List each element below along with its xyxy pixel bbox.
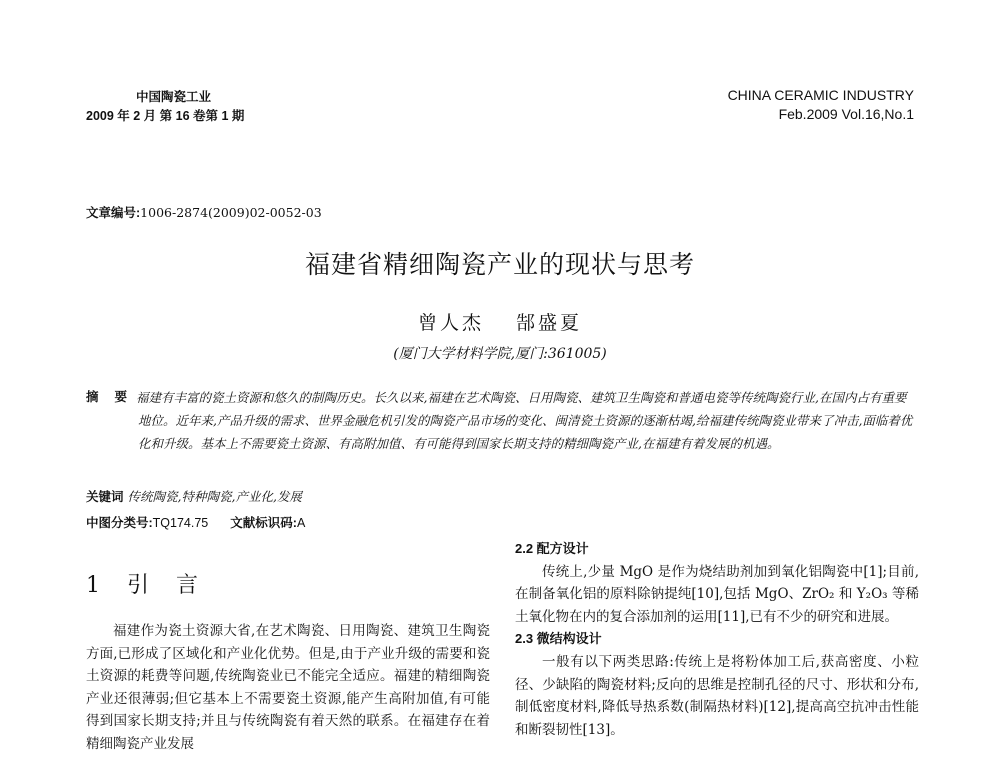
keywords bbox=[86, 487, 302, 505]
paper-title: 福建省精细陶瓷产业的现状与思考 bbox=[304, 251, 695, 279]
issue-info-en: Feb.2009 Vol.16,No.1 bbox=[778, 106, 914, 122]
keywords-value: 传统陶瓷,特种陶瓷,产业化,发展 bbox=[127, 489, 302, 504]
doc-code-value: A bbox=[296, 516, 306, 530]
journal-name-cn: 中国陶瓷工业 bbox=[136, 90, 212, 104]
classification bbox=[86, 513, 305, 531]
clc-label: 中图分类号: bbox=[86, 516, 153, 530]
formula-design-paragraph: 传统上,少量 MgO 是作为烧结助剂加到氧化铝陶瓷中[1];目前,在制备氧化铝的原料除钠提纯[10],包括 MgO、ZrO₂ 和 Y₂O₃ 等稀土氧化物在内的复合添加剂的运用[11],已有不少的研究和进展。 bbox=[515, 563, 919, 625]
left-column bbox=[86, 620, 490, 756]
right-column bbox=[515, 538, 919, 741]
keywords-label: 关键词 bbox=[86, 490, 124, 504]
abstract bbox=[86, 386, 916, 455]
affiliation: (厦门大学材料学院,厦门:361005) bbox=[393, 346, 607, 362]
doc-code-label: 文献标识码: bbox=[230, 516, 297, 530]
article-number bbox=[86, 203, 322, 221]
article-number-label: 文章编号: bbox=[86, 206, 141, 220]
author-name: 郜盛夏 bbox=[516, 312, 583, 334]
author-name: 曾人杰 bbox=[417, 312, 484, 334]
section-heading-formula-design: 2.2 配方设计 bbox=[515, 541, 589, 556]
section-heading-microstructure-design: 2.3 微结构设计 bbox=[515, 631, 602, 647]
abstract-text: 福建有丰富的瓷土资源和悠久的制陶历史。长久以来,福建在艺术陶瓷、日用陶瓷、建筑卫生陶瓷和普通电瓷等传统陶瓷行业,在国内占有重要地位。近年来,产品升级的需求、世界金融危机引发的陶瓷产品市场的变化、闽清瓷土资源的逐渐枯竭,给福建传统陶瓷业带来了冲击,面临着优化和升级。基本上不需要瓷土资源、有高附加值、有可能得到国家长期支持的精细陶瓷产业,在福建有着发展的机遇。 bbox=[136, 390, 913, 451]
section-heading-introduction: 1 引 言 bbox=[86, 573, 208, 598]
abstract-label: 摘 要 bbox=[86, 390, 128, 404]
introduction-paragraph: 福建作为瓷土资源大省,在艺术陶瓷、日用陶瓷、建筑卫生陶瓷方面,已形成了区域化和产业化优势。但是,由于产业升级的需要和瓷土资源的耗费等问题,传统陶瓷业已不能完全适应。福建的精细陶瓷产业还很薄弱;但它基本上不需要瓷土资源,能产生高附加值,有可能得到国家长期支持;并且与传统陶瓷有着天然的联系。在福建存在着精细陶瓷产业发展 bbox=[86, 623, 490, 752]
microstructure-design-paragraph: 一般有以下两类思路:传统上是将粉体加工后,获高密度、小粒径、少缺陷的陶瓷材料;反向的思维是控制孔径的尺寸、形状和分布,制低密度材料,降低导热系数(制隔热材料)[12],提高高空抗冲击性能和断裂韧性[13]。 bbox=[515, 653, 919, 738]
article-number-value: 1006-2874(2009)02-0052-03 bbox=[140, 205, 322, 220]
issue-info-cn: 2009 年 2 月 第 16 卷第 1 期 bbox=[86, 109, 245, 123]
authors bbox=[0, 308, 1000, 335]
clc-value: TQ174.75 bbox=[152, 516, 209, 530]
journal-header-en bbox=[728, 86, 914, 124]
journal-name-en: CHINA CERAMIC INDUSTRY bbox=[727, 87, 914, 103]
journal-header-cn bbox=[86, 88, 244, 126]
